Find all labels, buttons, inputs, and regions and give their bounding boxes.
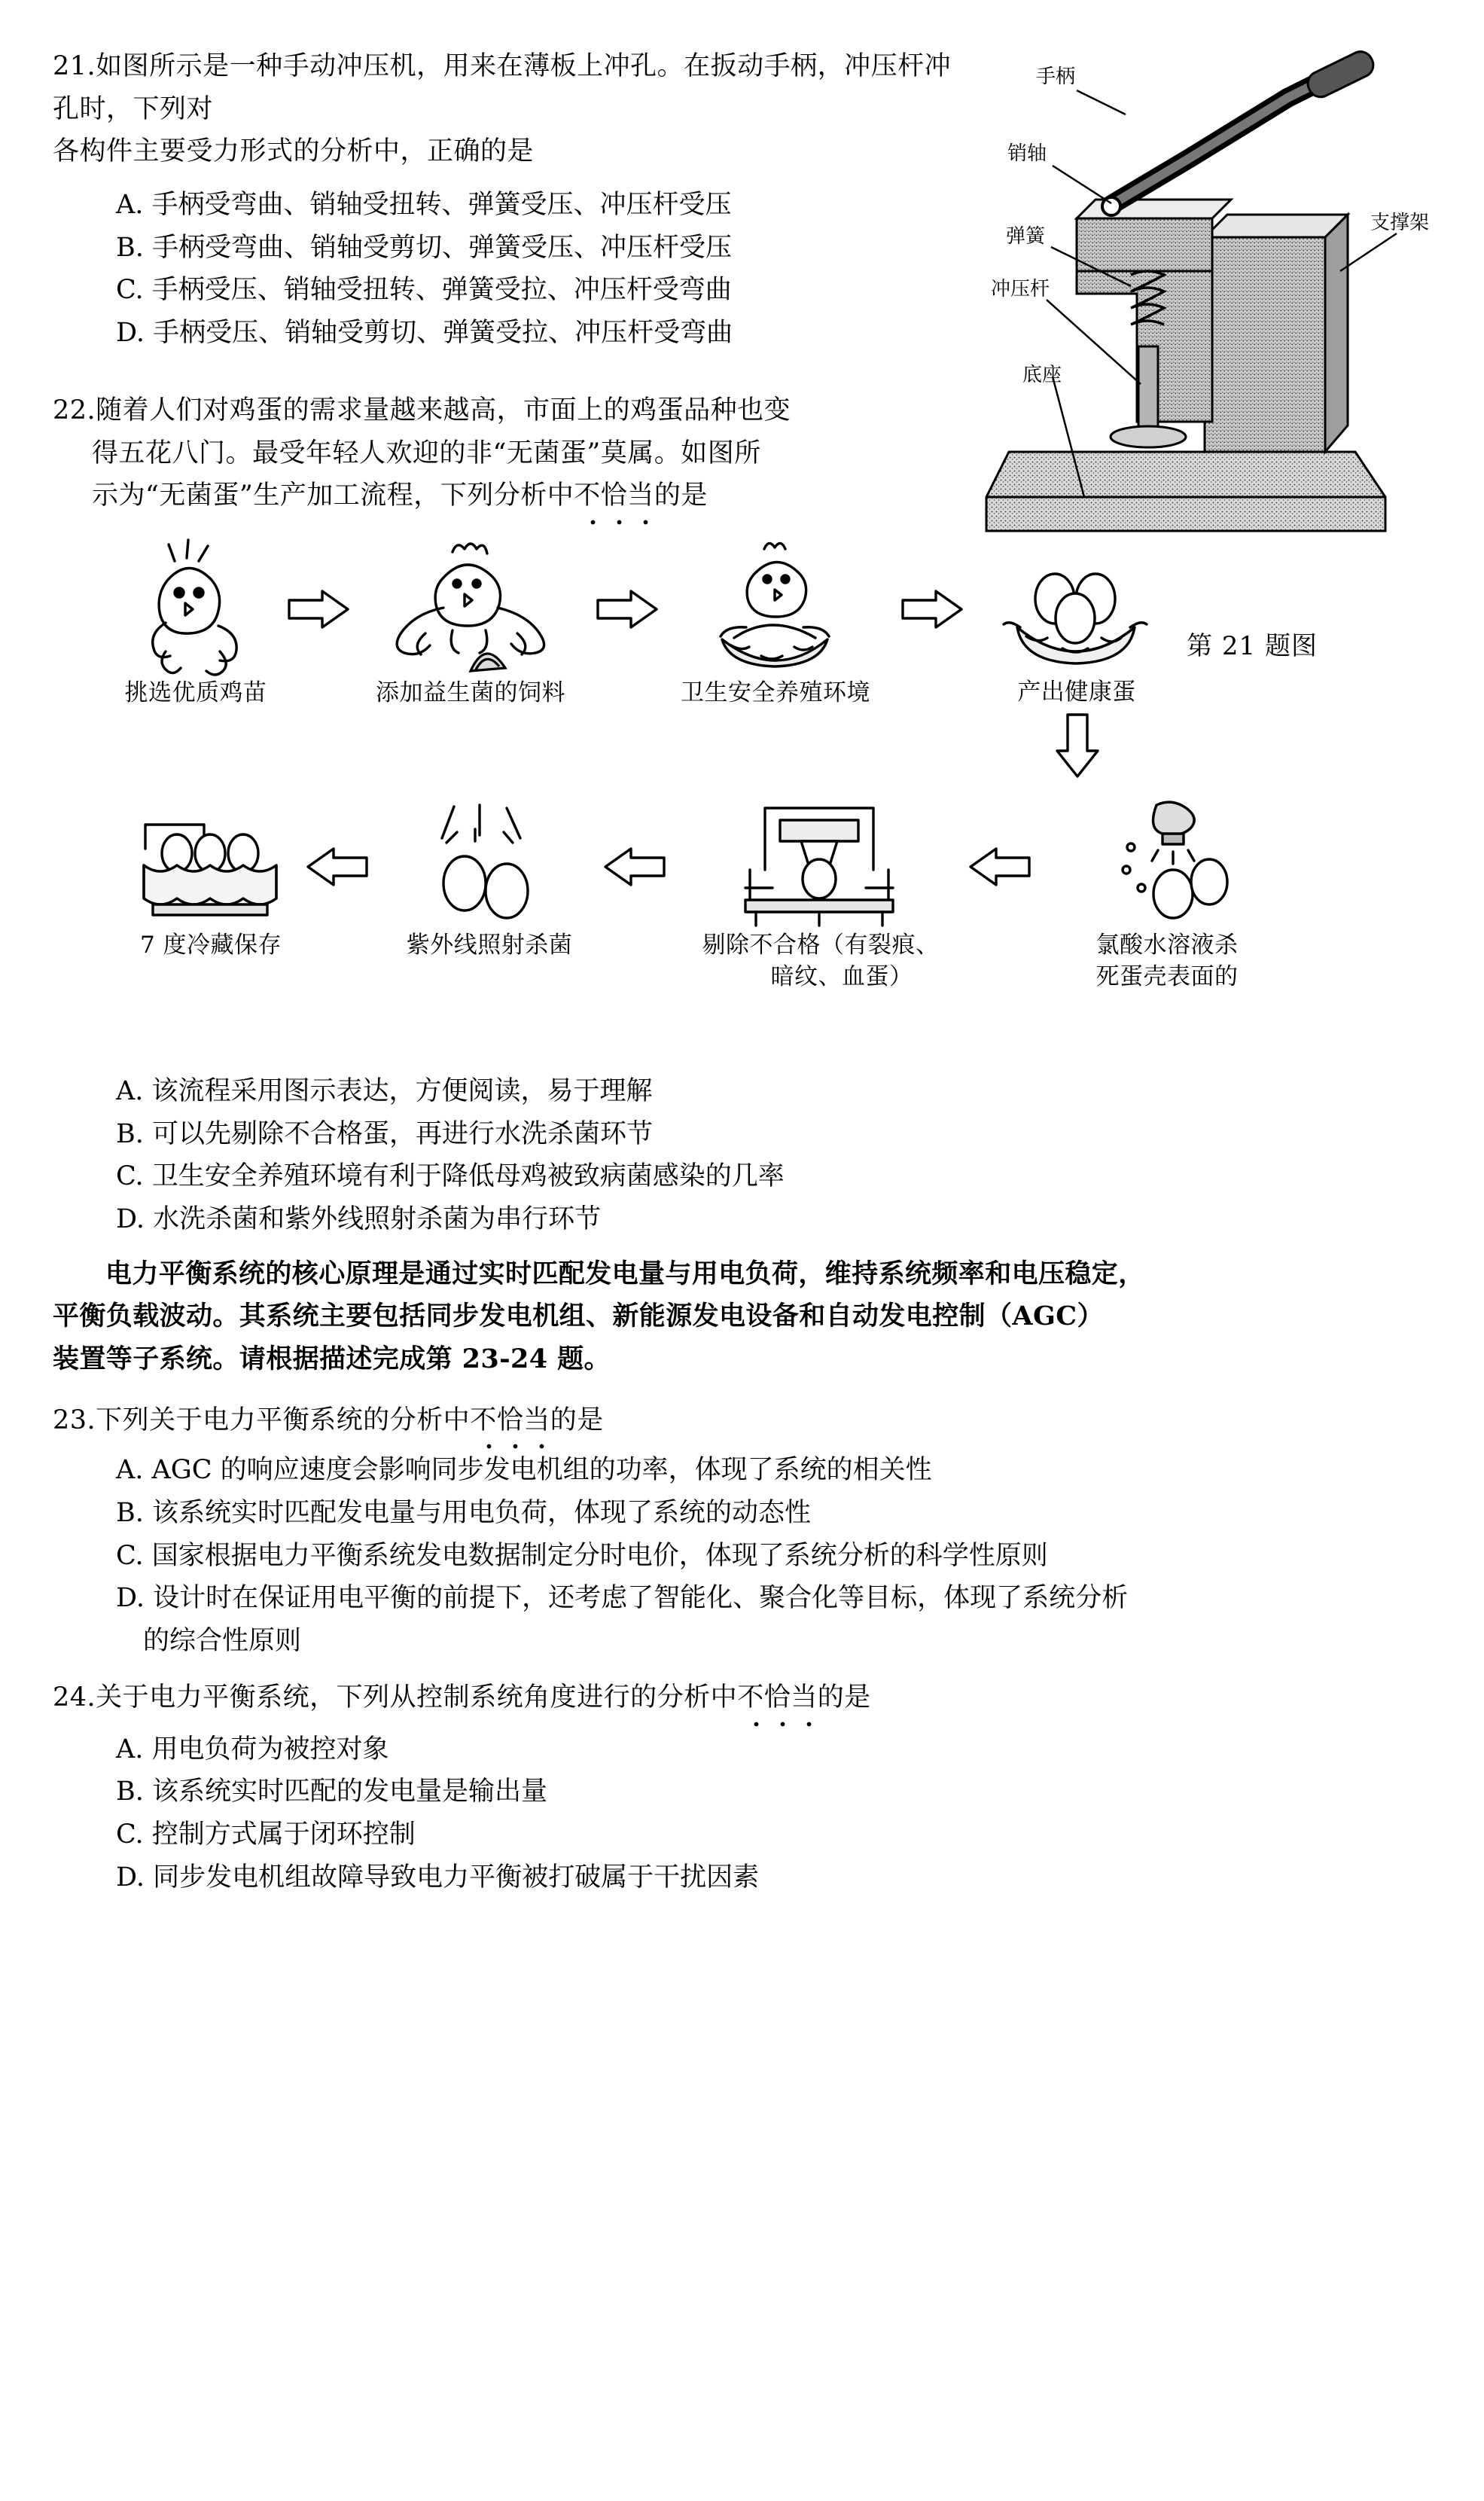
egg-process-flow-diagram <box>53 538 1431 1066</box>
chick-icon <box>120 538 271 678</box>
question-22-options <box>53 1070 1431 1241</box>
question-22-option-b: B. 可以先剔除不合格蛋，再进行水洗杀菌环节 <box>116 1118 653 1149</box>
flow-arrow-1 <box>286 588 351 630</box>
question-21-number: 21. <box>53 51 96 81</box>
question-22-stem-line1: 随着人们对鸡蛋的需求量越来越高，市面上的鸡蛋品种也变 <box>96 395 791 425</box>
arrow-down-icon <box>1054 712 1101 779</box>
question-22-option-d: D. 水洗杀菌和紫外线照射杀菌为串行环节 <box>116 1203 602 1234</box>
question-24-option-c: C. 控制方式属于闭环控制 <box>116 1819 416 1850</box>
flow-step-6-label-line1: 剔除不合格（有裂痕、 <box>702 931 940 959</box>
washing-icon <box>1084 798 1250 930</box>
label-punch-rod: 冲压杆 <box>991 278 1050 300</box>
flow-arrow-7 <box>305 846 370 888</box>
page-content <box>53 45 1431 1899</box>
question-21-option-b: B. 手柄受弯曲、销轴受剪切、弹簧受压、冲压杆受压 <box>116 232 732 263</box>
label-base: 底座 <box>1022 364 1062 386</box>
arrow-right-icon <box>900 588 964 630</box>
flow-step-2-label: 添加益生菌的饲料 <box>376 679 565 706</box>
flow-arrow-3 <box>900 588 964 630</box>
flow-step-3 <box>655 538 896 709</box>
arrow-left-icon <box>967 846 1032 888</box>
question-22-emphasis: 不恰当 <box>574 474 654 517</box>
flow-step-4-label: 产出健康蛋 <box>1017 678 1136 706</box>
label-handle: 手柄 <box>1036 66 1076 88</box>
flow-arrow-down <box>1054 712 1101 779</box>
question-22-stem-line3-pre: 示为“无菌蛋”生产加工流程，下列分析中 <box>92 480 574 511</box>
flow-arrow-5 <box>967 846 1032 888</box>
arrow-left-icon <box>305 846 370 888</box>
flow-step-4 <box>964 549 1190 709</box>
question-23-option-a: A. AGC 的响应速度会影响同步发电机组的功率，体现了系统的相关性 <box>116 1455 932 1486</box>
flow-step-6-label-line2: 暗纹、血蛋） <box>770 962 913 990</box>
arrow-right-icon <box>595 588 660 630</box>
flow-step-5-label-line2: 死蛋壳表面的 <box>1095 962 1239 990</box>
flow-step-6 <box>678 798 964 993</box>
question-21-stem-line2: 各构件主要受力形式的分析中，正确的是 <box>53 136 535 167</box>
flow-step-3-label: 卫生安全养殖环境 <box>681 679 870 706</box>
label-bracket: 支撑架 <box>1370 212 1430 234</box>
flow-step-1 <box>98 538 294 709</box>
egg-carton-icon <box>132 810 290 930</box>
question-24-stem-pre: 关于电力平衡系统，下列从控制系统角度进行的分析中 <box>96 1682 738 1713</box>
flow-row-2 <box>53 802 1333 1028</box>
question-23-stem-post: 的是 <box>550 1405 604 1435</box>
question-24-option-d: D. 同步发电机组故障导致电力平衡被打破属于干扰因素 <box>116 1862 760 1893</box>
press-handle-shape <box>1111 47 1377 205</box>
flow-arrow-6 <box>602 846 667 888</box>
question-21-stem-line1: 如图所示是一种手动冲压机，用来在薄板上冲孔。在扳动手柄，冲压杆冲孔时，下列对 <box>53 51 952 124</box>
eggs-nest-icon <box>990 549 1163 677</box>
reading-passage <box>53 1253 1431 1381</box>
flow-step-8 <box>113 810 309 962</box>
question-22 <box>53 389 1431 1241</box>
question-23-option-b: B. 该系统实时匹配发电量与用电负荷，体现了系统的动态性 <box>116 1498 811 1529</box>
arrow-left-icon <box>602 846 667 888</box>
question-23-stem <box>53 1399 1431 1442</box>
question-22-stem-line2: 得五花八门。最受年轻人欢迎的非“无菌蛋”莫属。如图所 <box>92 438 761 468</box>
flow-step-8-label: 7 度冷藏保存 <box>139 931 282 959</box>
nest-hen-icon <box>689 538 862 678</box>
question-22-number: 22. <box>53 395 96 425</box>
question-21-option-d: D. 手柄受压、销轴受剪切、弹簧受拉、冲压杆受弯曲 <box>116 318 733 349</box>
sorting-machine-icon <box>723 798 919 930</box>
flow-step-7-label: 紫外线照射杀菌 <box>406 931 573 959</box>
question-21-stem <box>53 45 971 355</box>
flow-step-2 <box>350 538 591 709</box>
question-24 <box>53 1676 1431 1899</box>
question-23-option-c: C. 国家根据电力平衡系统发电数据制定分时电价，体现了系统分析的科学性原则 <box>116 1540 1048 1571</box>
question-24-emphasis: 不恰当 <box>737 1676 818 1719</box>
question-22-stem-line3-post: 的是 <box>654 480 708 511</box>
hen-feed-icon <box>380 538 561 678</box>
question-24-stem <box>53 1676 1431 1719</box>
passage-line-1: 电力平衡系统的核心原理是通过实时匹配发电量与用电负荷，维持系统频率和电压稳定， <box>105 1258 1145 1289</box>
question-23 <box>53 1399 1431 1663</box>
question-22-stem <box>53 389 949 517</box>
arrow-right-icon <box>286 588 351 630</box>
question-24-option-b: B. 该系统实时匹配的发电量是输出量 <box>116 1777 547 1807</box>
question-23-emphasis: 不恰当 <box>470 1399 550 1442</box>
question-23-option-d-cont: 的综合性原则 <box>143 1626 302 1657</box>
question-24-option-a: A. 用电负荷为被控对象 <box>116 1734 389 1764</box>
flow-step-1-label: 挑选优质鸡苗 <box>124 679 267 706</box>
label-spring: 弹簧 <box>1006 225 1046 248</box>
question-24-number: 24. <box>53 1682 96 1713</box>
question-22-option-a: A. 该流程采用图示表达，方便阅读，易于理解 <box>116 1075 653 1106</box>
label-pin: 销轴 <box>1007 142 1047 165</box>
figure-21-caption: 第 21 题图 <box>1187 631 1318 661</box>
question-22-option-c: C. 卫生安全养殖环境有利于降低母鸡被致病菌感染的几率 <box>116 1161 785 1192</box>
passage-line-3: 装置等子系统。请根据描述完成第 23-24 题。 <box>53 1344 611 1374</box>
uv-light-icon <box>410 802 568 930</box>
question-21-option-a: A. 手柄受弯曲、销轴受扭转、弹簧受压、冲压杆受压 <box>116 190 732 221</box>
passage-line-2: 平衡负载波动。其系统主要包括同步发电机组、新能源发电设备和自动发电控制（AGC） <box>53 1301 1104 1332</box>
flow-row-1 <box>53 538 1333 764</box>
question-24-stem-post: 的是 <box>817 1682 871 1713</box>
question-21-option-c: C. 手柄受压、销轴受扭转、弹簧受拉、冲压杆受弯曲 <box>116 275 732 306</box>
flow-step-7 <box>376 802 602 962</box>
question-23-number: 23. <box>53 1405 96 1435</box>
flow-arrow-2 <box>595 588 660 630</box>
question-23-option-d: D. 设计时在保证用电平衡的前提下，还考虑了智能化、聚合化等目标，体现了系统分析 <box>116 1583 1129 1614</box>
flow-step-5-label-line1: 氯酸水溶液杀 <box>1095 931 1239 959</box>
flow-step-5 <box>1047 798 1287 993</box>
question-23-stem-pre: 下列关于电力平衡系统的分析中 <box>96 1405 471 1435</box>
